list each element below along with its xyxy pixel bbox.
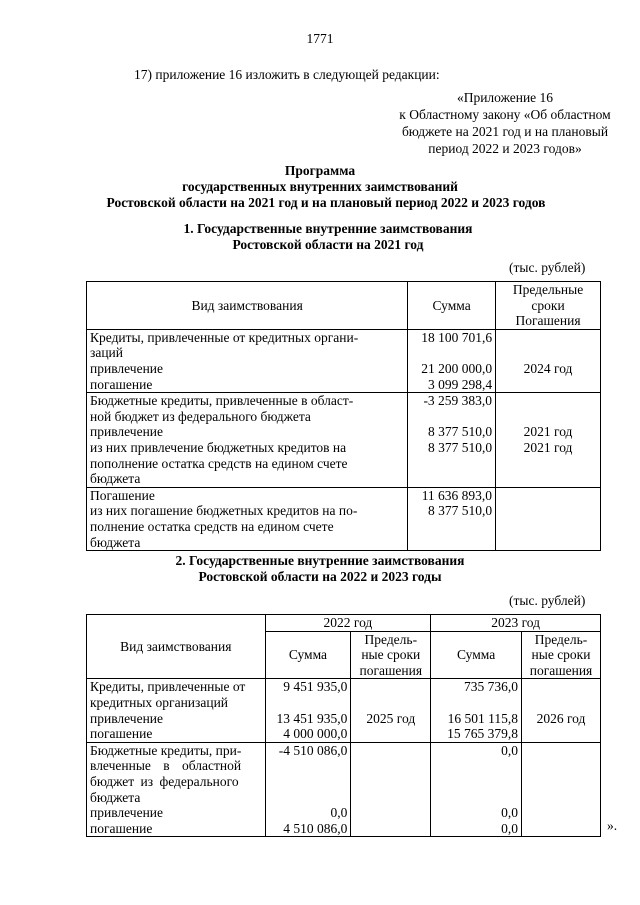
cell-line: ной бюджет из федерального бюджета — [90, 408, 311, 424]
cell-line: 8 377 510,0 — [427, 424, 493, 440]
appendix-line: период 2022 и 2023 годов» — [428, 141, 582, 156]
col-header-sum: Сумма — [431, 631, 522, 679]
cell-sum — [408, 487, 496, 550]
borrowings-table-2021 — [86, 281, 601, 551]
cell-line — [269, 774, 348, 790]
cell-line: Бюджетные кредиты, при- — [90, 742, 242, 758]
cell-type — [87, 742, 266, 837]
col-header-sum: Сумма — [408, 282, 496, 330]
cell-term — [496, 329, 601, 392]
cell-line — [434, 790, 518, 806]
header-line: погашения — [359, 662, 423, 678]
appendix-block — [330, 89, 640, 157]
cell-line: 8 377 510,0 — [427, 503, 493, 519]
cell-line: 3 099 298,4 — [427, 376, 493, 392]
cell-line — [525, 695, 597, 711]
col-header-year-2023: 2023 год — [431, 615, 601, 632]
col-header-type: Вид заимствования — [87, 615, 266, 679]
cell-line — [499, 345, 597, 361]
cell-type — [87, 679, 266, 742]
cell-line: Кредиты, привлеченные от кредитных органи- — [90, 329, 359, 345]
section-heading-line: 2. Государственные внутренние заимствования — [175, 553, 465, 568]
table-header-row — [87, 615, 601, 632]
cell-line: 0,0 — [501, 742, 519, 758]
cell-line — [269, 758, 348, 774]
cell-line — [434, 695, 518, 711]
section-heading-line: 1. Государственные внутренние заимствования — [183, 221, 473, 236]
cell-type — [87, 487, 408, 550]
cell-line: 2025 год — [366, 710, 416, 726]
cell-type — [87, 393, 408, 488]
cell-sum — [408, 393, 496, 488]
cell-line: бюджета — [90, 471, 141, 487]
cell-line: из них погашение бюджетных кредитов на по- — [90, 503, 358, 519]
cell-line — [499, 377, 597, 393]
cell-line — [269, 790, 348, 806]
appendix-line: «Приложение 16 — [456, 90, 554, 105]
cell-line: Бюджетные кредиты, привлеченные в област- — [90, 393, 354, 409]
table-row — [87, 742, 601, 837]
cell-line: 4 000 000,0 — [283, 726, 348, 742]
section-heading-line: Ростовской области на 2021 год — [232, 237, 424, 252]
cell-line — [434, 774, 518, 790]
cell-line: 2021 год — [523, 439, 573, 455]
cell-line: бюджета — [90, 534, 141, 550]
cell-line: 0,0 — [330, 805, 348, 821]
header-line: Предель- — [364, 631, 418, 647]
cell-line: погашение — [90, 726, 153, 742]
cell-line — [434, 758, 518, 774]
cell-line: 16 501 115,8 — [447, 710, 519, 726]
cell-line: привлечение — [90, 424, 164, 440]
cell-line: бюджета — [90, 789, 141, 805]
cell-line: 13 451 935,0 — [276, 710, 348, 726]
cell-term — [496, 393, 601, 488]
title-line: Программа — [284, 163, 356, 178]
col-header-year-2022: 2022 год — [265, 615, 431, 632]
header-line: Предельные — [512, 282, 584, 297]
appendix-line: к Областному закону «Об областном — [399, 107, 611, 122]
section1-heading — [0, 221, 640, 253]
col-header-sum: Сумма — [265, 631, 351, 679]
borrowings-table-2022-2023 — [86, 614, 601, 837]
cell-line: -4 510 086,0 — [278, 742, 348, 758]
cell-line: 2024 год — [523, 360, 573, 376]
cell-line: погашение — [90, 820, 153, 836]
cell-term — [351, 742, 431, 837]
header-line: ные сроки — [531, 647, 591, 663]
col-header-type: Вид заимствования — [87, 282, 408, 330]
cell-line: полнение остатка средств на едином счете — [90, 518, 334, 534]
cell-term — [522, 679, 601, 742]
cell-line: 2026 год — [536, 710, 586, 726]
cell-line: кредитных организаций — [90, 694, 229, 710]
cell-line: из них привлечение бюджетных кредитов на — [90, 439, 347, 455]
cell-line: 0,0 — [501, 820, 519, 836]
cell-line: 9 451 935,0 — [283, 679, 348, 695]
cell-line: 0,0 — [501, 805, 519, 821]
col-header-deadline — [522, 631, 601, 679]
document-title — [0, 163, 640, 211]
cell-line — [499, 409, 597, 425]
table-row — [87, 679, 601, 742]
cell-line: Кредиты, привлеченные от — [90, 679, 246, 695]
section2-heading — [0, 553, 640, 585]
header-line: ные сроки — [361, 647, 421, 663]
cell-line: привлечение — [90, 360, 164, 376]
cell-term — [496, 487, 601, 550]
cell-line — [269, 695, 348, 711]
col-header-deadline — [351, 631, 431, 679]
cell-line: 735 736,0 — [464, 679, 519, 695]
cell-line: 18 100 701,6 — [421, 329, 493, 345]
header-line: сроки — [531, 297, 565, 313]
cell-line: привлечение — [90, 710, 164, 726]
cell-line: 2021 год — [523, 424, 573, 440]
cell-line: 11 636 893,0 — [421, 487, 493, 503]
table-row — [87, 393, 601, 488]
cell-line — [499, 393, 597, 409]
cell-line — [525, 679, 597, 695]
cell-line — [411, 345, 492, 361]
cell-term — [351, 679, 431, 742]
cell-line — [411, 409, 492, 425]
cell-line: Погашение — [90, 487, 155, 503]
cell-line: 21 200 000,0 — [421, 360, 493, 376]
cell-term — [522, 742, 601, 837]
cell-line: погашение — [90, 376, 153, 392]
cell-line — [499, 330, 597, 346]
table-row — [87, 329, 601, 392]
col-header-deadline — [496, 282, 601, 330]
table-row — [87, 487, 601, 550]
header-line: погашения — [529, 662, 593, 678]
cell-line: 15 765 379,8 — [447, 726, 519, 742]
units-label: (тыс. рублей) — [509, 593, 586, 608]
section-heading-line: Ростовской области на 2022 и 2023 годы — [198, 569, 442, 584]
appendix-line: бюджете на 2021 год и на плановый — [401, 124, 609, 139]
cell-line: 4 510 086,0 — [283, 820, 348, 836]
cell-sum — [265, 742, 351, 837]
title-line: государственных внутренних заимствований — [182, 179, 458, 194]
table-header-row — [87, 282, 601, 330]
header-line: Предель- — [534, 631, 588, 647]
cell-line: привлечение — [90, 805, 164, 821]
item-text: 17) приложение 16 изложить в следующей редакции: — [134, 67, 440, 82]
cell-line: заций — [90, 345, 123, 361]
cell-line: влеченные в областной — [90, 758, 242, 774]
page-number: 1771 — [306, 31, 334, 46]
title-line: Ростовской области на 2021 год и на плановый период 2022 и 2023 годов — [106, 195, 546, 210]
cell-sum — [431, 679, 522, 742]
cell-line — [354, 679, 427, 695]
cell-line — [354, 695, 427, 711]
cell-line: бюджет из федерального — [90, 773, 239, 789]
closing-quote: ». — [607, 818, 618, 833]
cell-sum — [431, 742, 522, 837]
cell-line: пополнение остатка средств на едином счете — [90, 455, 348, 471]
cell-line: -3 259 383,0 — [423, 393, 493, 409]
units-label: (тыс. рублей) — [509, 260, 586, 275]
cell-sum — [265, 679, 351, 742]
cell-type — [87, 329, 408, 392]
header-line: Погашения — [515, 313, 581, 329]
cell-line: 8 377 510,0 — [427, 439, 493, 455]
cell-sum — [408, 329, 496, 392]
